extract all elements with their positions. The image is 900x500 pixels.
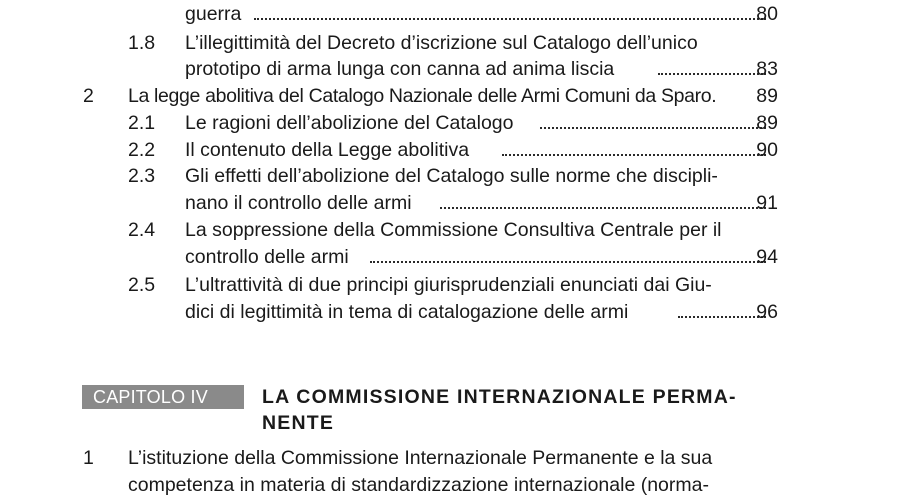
chapter-entry-1-line-2: competenza in materia di standardizzazione internazionale (norma- xyxy=(128,474,709,496)
toc-entry-2-1-page: 89 xyxy=(756,112,778,134)
toc-entry-2-number: 2 xyxy=(83,85,94,107)
toc-entry-1-8-page: 83 xyxy=(756,58,778,80)
toc-entry-2-2-page: 90 xyxy=(756,139,778,161)
toc-entry-2-5-page: 96 xyxy=(756,301,778,323)
toc-entry-2-1-number: 2.1 xyxy=(128,112,156,134)
toc-entry-2-4-number: 2.4 xyxy=(128,219,156,241)
toc-entry-2-3-number: 2.3 xyxy=(128,165,156,187)
toc-entry-2-4-line-2: controllo delle armi xyxy=(185,246,349,268)
toc-entry-2-2-number: 2.2 xyxy=(128,139,156,161)
toc-entry-1-8-line-2: prototipo di arma lunga con canna ad anima liscia xyxy=(185,58,615,80)
chapter-title-line-2: NENTE xyxy=(262,412,335,434)
toc-entry-2-title: La legge abolitiva del Catalogo Nazionale delle Armi Comuni da Sparo. xyxy=(128,85,717,107)
toc-entry-2-3-page: 91 xyxy=(756,192,778,214)
toc-entry-2-4-page: 94 xyxy=(756,246,778,268)
toc-entry-2-3-line-1: Gli effetti dell’abolizione del Catalogo sulle norme che discipli- xyxy=(185,165,718,187)
toc-entry-2-5-line-1: L’ultrattività di due principi giurisprudenziali enunciati dai Giu- xyxy=(185,274,712,296)
toc-entry-2-5-line-2: dici di legittimità in tema di catalogazione delle armi xyxy=(185,301,629,323)
chapter-entry-1-line-1: L’istituzione della Commissione Internazionale Permanente e la sua xyxy=(128,447,713,469)
toc-entry-1-8-number: 1.8 xyxy=(128,32,156,54)
toc-entry-2-page: 89 xyxy=(756,85,778,107)
chapter-entry-1-number: 1 xyxy=(83,447,94,469)
toc-entry-2-4-line-1: La soppressione della Commissione Consultiva Centrale per il xyxy=(185,219,722,241)
chapter-badge: CAPITOLO IV xyxy=(82,385,244,409)
dot-leader xyxy=(370,259,766,263)
toc-entry-1-8-line-1: L’illegittimità del Decreto d’iscrizione sul Catalogo dell’unico xyxy=(185,32,698,54)
toc-entry-1-7-line-2: guerra xyxy=(185,3,242,25)
toc-entry-2-1-title: Le ragioni dell’abolizione del Catalogo xyxy=(185,112,514,134)
toc-entry-1-7-page: 80 xyxy=(756,3,778,25)
toc-entry-2-3-line-2: nano il controllo delle armi xyxy=(185,192,412,214)
dot-leader xyxy=(254,16,766,20)
toc-entry-2-5-number: 2.5 xyxy=(128,274,156,296)
chapter-title-line-1: LA COMMISSIONE INTERNAZIONALE PERMA- xyxy=(262,386,737,408)
toc-entry-2-2-title: Il contenuto della Legge abolitiva xyxy=(185,139,470,161)
